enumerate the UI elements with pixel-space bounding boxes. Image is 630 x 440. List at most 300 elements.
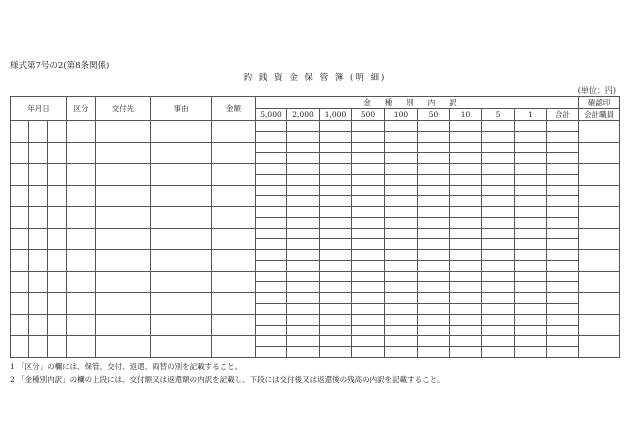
denomination-cell-lower[interactable] — [256, 217, 287, 228]
denomination-cell-upper[interactable] — [547, 164, 579, 175]
denomination-cell-lower[interactable] — [547, 196, 579, 207]
denomination-cell-upper[interactable] — [256, 228, 287, 239]
denomination-cell-upper[interactable] — [515, 185, 547, 196]
denomination-cell-lower[interactable] — [320, 196, 352, 207]
denomination-cell-upper[interactable] — [450, 207, 482, 218]
denomination-cell-upper[interactable] — [287, 271, 320, 282]
denomination-cell-upper[interactable] — [515, 207, 547, 218]
denomination-cell-lower[interactable] — [320, 347, 352, 358]
denomination-cell-lower[interactable] — [450, 196, 482, 207]
confirm-cell[interactable] — [579, 121, 620, 143]
denomination-cell-upper[interactable] — [320, 142, 352, 153]
confirm-cell[interactable] — [579, 314, 620, 336]
denomination-cell-upper[interactable] — [287, 228, 320, 239]
denomination-cell-lower[interactable] — [418, 153, 450, 164]
denomination-cell-lower[interactable] — [287, 304, 320, 315]
ledger-cell[interactable] — [48, 228, 67, 250]
ledger-cell[interactable] — [48, 142, 67, 164]
ledger-cell[interactable] — [212, 207, 256, 229]
denomination-cell-lower[interactable] — [547, 153, 579, 164]
denomination-cell-lower[interactable] — [352, 325, 385, 336]
denomination-cell-lower[interactable] — [256, 304, 287, 315]
denomination-cell-lower[interactable] — [385, 153, 418, 164]
confirm-cell[interactable] — [579, 142, 620, 164]
denomination-cell-upper[interactable] — [352, 185, 385, 196]
denomination-cell-lower[interactable] — [482, 304, 515, 315]
denomination-cell-lower[interactable] — [547, 282, 579, 293]
ledger-cell[interactable] — [29, 293, 48, 315]
denomination-cell-lower[interactable] — [450, 174, 482, 185]
ledger-cell[interactable] — [11, 271, 29, 293]
denomination-cell-lower[interactable] — [385, 239, 418, 250]
denomination-cell-lower[interactable] — [287, 347, 320, 358]
denomination-cell-upper[interactable] — [385, 228, 418, 239]
denomination-cell-lower[interactable] — [320, 325, 352, 336]
denomination-cell-lower[interactable] — [515, 153, 547, 164]
denomination-cell-lower[interactable] — [320, 304, 352, 315]
ledger-cell[interactable] — [48, 293, 67, 315]
denomination-cell-upper[interactable] — [547, 271, 579, 282]
denomination-cell-upper[interactable] — [418, 228, 450, 239]
ledger-cell[interactable] — [11, 336, 29, 358]
ledger-cell[interactable] — [67, 207, 96, 229]
denomination-cell-lower[interactable] — [482, 260, 515, 271]
denomination-cell-upper[interactable] — [287, 293, 320, 304]
denomination-cell-lower[interactable] — [320, 260, 352, 271]
ledger-cell[interactable] — [48, 336, 67, 358]
denomination-cell-lower[interactable] — [450, 282, 482, 293]
denomination-cell-upper[interactable] — [352, 271, 385, 282]
ledger-cell[interactable] — [96, 185, 151, 207]
denomination-cell-lower[interactable] — [256, 174, 287, 185]
ledger-cell[interactable] — [48, 271, 67, 293]
denomination-cell-upper[interactable] — [450, 336, 482, 347]
denomination-cell-upper[interactable] — [450, 314, 482, 325]
denomination-cell-lower[interactable] — [482, 196, 515, 207]
denomination-cell-upper[interactable] — [515, 336, 547, 347]
denomination-cell-upper[interactable] — [482, 142, 515, 153]
denomination-cell-lower[interactable] — [385, 260, 418, 271]
denomination-cell-upper[interactable] — [287, 164, 320, 175]
ledger-cell[interactable] — [96, 250, 151, 272]
denomination-cell-upper[interactable] — [287, 250, 320, 261]
ledger-cell[interactable] — [29, 336, 48, 358]
confirm-cell[interactable] — [579, 271, 620, 293]
denomination-cell-lower[interactable] — [352, 174, 385, 185]
confirm-cell[interactable] — [579, 250, 620, 272]
denomination-cell-upper[interactable] — [418, 314, 450, 325]
denomination-cell-lower[interactable] — [352, 196, 385, 207]
denomination-cell-lower[interactable] — [450, 239, 482, 250]
denomination-cell-upper[interactable] — [287, 185, 320, 196]
denomination-cell-upper[interactable] — [352, 336, 385, 347]
denomination-cell-upper[interactable] — [256, 185, 287, 196]
ledger-cell[interactable] — [29, 164, 48, 186]
denomination-cell-lower[interactable] — [352, 304, 385, 315]
denomination-cell-lower[interactable] — [547, 239, 579, 250]
denomination-cell-upper[interactable] — [418, 207, 450, 218]
denomination-cell-upper[interactable] — [385, 336, 418, 347]
ledger-cell[interactable] — [11, 142, 29, 164]
denomination-cell-upper[interactable] — [547, 293, 579, 304]
denomination-cell-upper[interactable] — [385, 314, 418, 325]
confirm-cell[interactable] — [579, 228, 620, 250]
denomination-cell-lower[interactable] — [256, 282, 287, 293]
ledger-cell[interactable] — [67, 185, 96, 207]
denomination-cell-upper[interactable] — [482, 228, 515, 239]
denomination-cell-lower[interactable] — [352, 347, 385, 358]
denomination-cell-lower[interactable] — [352, 153, 385, 164]
denomination-cell-lower[interactable] — [547, 174, 579, 185]
denomination-cell-lower[interactable] — [385, 282, 418, 293]
denomination-cell-lower[interactable] — [287, 325, 320, 336]
ledger-cell[interactable] — [96, 271, 151, 293]
ledger-cell[interactable] — [151, 250, 212, 272]
ledger-cell[interactable] — [48, 121, 67, 143]
denomination-cell-lower[interactable] — [256, 325, 287, 336]
ledger-cell[interactable] — [67, 271, 96, 293]
denomination-cell-lower[interactable] — [418, 174, 450, 185]
denomination-cell-upper[interactable] — [352, 293, 385, 304]
denomination-cell-upper[interactable] — [256, 121, 287, 132]
ledger-cell[interactable] — [67, 336, 96, 358]
denomination-cell-lower[interactable] — [515, 325, 547, 336]
denomination-cell-lower[interactable] — [515, 196, 547, 207]
denomination-cell-lower[interactable] — [515, 347, 547, 358]
denomination-cell-lower[interactable] — [287, 196, 320, 207]
ledger-cell[interactable] — [48, 164, 67, 186]
ledger-cell[interactable] — [212, 164, 256, 186]
denomination-cell-lower[interactable] — [547, 217, 579, 228]
denomination-cell-lower[interactable] — [515, 131, 547, 142]
ledger-cell[interactable] — [96, 164, 151, 186]
denomination-cell-upper[interactable] — [385, 121, 418, 132]
denomination-cell-lower[interactable] — [320, 131, 352, 142]
denomination-cell-upper[interactable] — [287, 142, 320, 153]
denomination-cell-lower[interactable] — [287, 174, 320, 185]
denomination-cell-upper[interactable] — [515, 164, 547, 175]
confirm-cell[interactable] — [579, 185, 620, 207]
denomination-cell-lower[interactable] — [482, 131, 515, 142]
denomination-cell-upper[interactable] — [256, 336, 287, 347]
denomination-cell-upper[interactable] — [515, 228, 547, 239]
denomination-cell-upper[interactable] — [320, 228, 352, 239]
ledger-cell[interactable] — [11, 228, 29, 250]
denomination-cell-lower[interactable] — [450, 131, 482, 142]
denomination-cell-upper[interactable] — [547, 142, 579, 153]
denomination-cell-upper[interactable] — [287, 314, 320, 325]
denomination-cell-upper[interactable] — [547, 250, 579, 261]
ledger-cell[interactable] — [11, 164, 29, 186]
ledger-cell[interactable] — [67, 293, 96, 315]
denomination-cell-upper[interactable] — [450, 164, 482, 175]
denomination-cell-upper[interactable] — [287, 207, 320, 218]
denomination-cell-lower[interactable] — [256, 131, 287, 142]
denomination-cell-lower[interactable] — [515, 239, 547, 250]
denomination-cell-upper[interactable] — [287, 336, 320, 347]
ledger-cell[interactable] — [96, 228, 151, 250]
denomination-cell-lower[interactable] — [482, 347, 515, 358]
ledger-cell[interactable] — [11, 293, 29, 315]
denomination-cell-upper[interactable] — [320, 164, 352, 175]
ledger-cell[interactable] — [67, 121, 96, 143]
denomination-cell-lower[interactable] — [320, 174, 352, 185]
ledger-cell[interactable] — [48, 207, 67, 229]
ledger-cell[interactable] — [11, 185, 29, 207]
denomination-cell-upper[interactable] — [320, 293, 352, 304]
denomination-cell-upper[interactable] — [515, 142, 547, 153]
ledger-cell[interactable] — [96, 121, 151, 143]
denomination-cell-lower[interactable] — [385, 304, 418, 315]
denomination-cell-upper[interactable] — [515, 293, 547, 304]
denomination-cell-upper[interactable] — [320, 185, 352, 196]
ledger-cell[interactable] — [29, 121, 48, 143]
denomination-cell-lower[interactable] — [352, 239, 385, 250]
denomination-cell-lower[interactable] — [515, 217, 547, 228]
denomination-cell-lower[interactable] — [287, 260, 320, 271]
denomination-cell-lower[interactable] — [450, 217, 482, 228]
denomination-cell-lower[interactable] — [256, 196, 287, 207]
ledger-cell[interactable] — [151, 228, 212, 250]
denomination-cell-lower[interactable] — [418, 217, 450, 228]
denomination-cell-lower[interactable] — [418, 239, 450, 250]
denomination-cell-upper[interactable] — [352, 207, 385, 218]
ledger-cell[interactable] — [212, 336, 256, 358]
ledger-cell[interactable] — [151, 293, 212, 315]
ledger-cell[interactable] — [29, 250, 48, 272]
denomination-cell-lower[interactable] — [547, 304, 579, 315]
denomination-cell-upper[interactable] — [256, 293, 287, 304]
ledger-cell[interactable] — [212, 185, 256, 207]
denomination-cell-upper[interactable] — [418, 336, 450, 347]
denomination-cell-lower[interactable] — [320, 153, 352, 164]
denomination-cell-upper[interactable] — [450, 121, 482, 132]
denomination-cell-lower[interactable] — [450, 347, 482, 358]
ledger-cell[interactable] — [48, 314, 67, 336]
ledger-cell[interactable] — [48, 185, 67, 207]
ledger-cell[interactable] — [96, 314, 151, 336]
denomination-cell-upper[interactable] — [256, 207, 287, 218]
denomination-cell-upper[interactable] — [256, 142, 287, 153]
denomination-cell-lower[interactable] — [515, 260, 547, 271]
ledger-cell[interactable] — [96, 207, 151, 229]
denomination-cell-upper[interactable] — [320, 271, 352, 282]
denomination-cell-upper[interactable] — [385, 164, 418, 175]
denomination-cell-lower[interactable] — [320, 239, 352, 250]
denomination-cell-upper[interactable] — [320, 250, 352, 261]
denomination-cell-lower[interactable] — [352, 131, 385, 142]
denomination-cell-upper[interactable] — [418, 293, 450, 304]
denomination-cell-lower[interactable] — [418, 347, 450, 358]
denomination-cell-lower[interactable] — [287, 217, 320, 228]
denomination-cell-upper[interactable] — [418, 142, 450, 153]
ledger-cell[interactable] — [151, 271, 212, 293]
denomination-cell-lower[interactable] — [256, 347, 287, 358]
ledger-cell[interactable] — [212, 250, 256, 272]
denomination-cell-upper[interactable] — [450, 293, 482, 304]
denomination-cell-upper[interactable] — [515, 314, 547, 325]
ledger-cell[interactable] — [67, 314, 96, 336]
denomination-cell-upper[interactable] — [352, 250, 385, 261]
denomination-cell-lower[interactable] — [385, 174, 418, 185]
denomination-cell-upper[interactable] — [515, 250, 547, 261]
denomination-cell-lower[interactable] — [482, 217, 515, 228]
denomination-cell-lower[interactable] — [287, 239, 320, 250]
denomination-cell-upper[interactable] — [385, 250, 418, 261]
ledger-cell[interactable] — [96, 336, 151, 358]
denomination-cell-lower[interactable] — [287, 131, 320, 142]
denomination-cell-upper[interactable] — [450, 271, 482, 282]
denomination-cell-lower[interactable] — [418, 260, 450, 271]
denomination-cell-lower[interactable] — [482, 153, 515, 164]
denomination-cell-lower[interactable] — [418, 304, 450, 315]
denomination-cell-lower[interactable] — [450, 153, 482, 164]
ledger-cell[interactable] — [48, 250, 67, 272]
confirm-cell[interactable] — [579, 293, 620, 315]
denomination-cell-upper[interactable] — [482, 336, 515, 347]
ledger-cell[interactable] — [29, 271, 48, 293]
denomination-cell-lower[interactable] — [418, 131, 450, 142]
denomination-cell-lower[interactable] — [352, 260, 385, 271]
ledger-cell[interactable] — [67, 228, 96, 250]
denomination-cell-upper[interactable] — [352, 142, 385, 153]
denomination-cell-upper[interactable] — [482, 293, 515, 304]
denomination-cell-upper[interactable] — [450, 185, 482, 196]
denomination-cell-upper[interactable] — [385, 142, 418, 153]
ledger-cell[interactable] — [11, 207, 29, 229]
denomination-cell-upper[interactable] — [352, 314, 385, 325]
ledger-cell[interactable] — [29, 185, 48, 207]
denomination-cell-upper[interactable] — [482, 185, 515, 196]
denomination-cell-upper[interactable] — [256, 314, 287, 325]
denomination-cell-lower[interactable] — [515, 304, 547, 315]
denomination-cell-upper[interactable] — [256, 164, 287, 175]
denomination-cell-lower[interactable] — [418, 196, 450, 207]
ledger-cell[interactable] — [212, 271, 256, 293]
ledger-cell[interactable] — [29, 314, 48, 336]
denomination-cell-lower[interactable] — [515, 282, 547, 293]
denomination-cell-upper[interactable] — [418, 271, 450, 282]
ledger-cell[interactable] — [151, 207, 212, 229]
ledger-cell[interactable] — [151, 185, 212, 207]
denomination-cell-lower[interactable] — [256, 153, 287, 164]
ledger-cell[interactable] — [11, 121, 29, 143]
ledger-cell[interactable] — [151, 142, 212, 164]
denomination-cell-upper[interactable] — [418, 185, 450, 196]
denomination-cell-upper[interactable] — [482, 271, 515, 282]
denomination-cell-upper[interactable] — [515, 121, 547, 132]
ledger-cell[interactable] — [212, 121, 256, 143]
denomination-cell-upper[interactable] — [547, 314, 579, 325]
denomination-cell-upper[interactable] — [320, 207, 352, 218]
ledger-cell[interactable] — [67, 250, 96, 272]
denomination-cell-upper[interactable] — [256, 271, 287, 282]
denomination-cell-upper[interactable] — [287, 121, 320, 132]
denomination-cell-lower[interactable] — [547, 260, 579, 271]
denomination-cell-lower[interactable] — [418, 325, 450, 336]
confirm-cell[interactable] — [579, 207, 620, 229]
denomination-cell-upper[interactable] — [385, 207, 418, 218]
ledger-cell[interactable] — [29, 228, 48, 250]
ledger-cell[interactable] — [96, 142, 151, 164]
denomination-cell-lower[interactable] — [482, 174, 515, 185]
denomination-cell-upper[interactable] — [320, 121, 352, 132]
denomination-cell-lower[interactable] — [385, 217, 418, 228]
denomination-cell-lower[interactable] — [385, 347, 418, 358]
denomination-cell-lower[interactable] — [450, 325, 482, 336]
denomination-cell-lower[interactable] — [320, 282, 352, 293]
denomination-cell-lower[interactable] — [385, 196, 418, 207]
denomination-cell-upper[interactable] — [450, 228, 482, 239]
denomination-cell-lower[interactable] — [515, 174, 547, 185]
ledger-cell[interactable] — [151, 164, 212, 186]
ledger-cell[interactable] — [11, 250, 29, 272]
ledger-cell[interactable] — [29, 207, 48, 229]
denomination-cell-lower[interactable] — [482, 325, 515, 336]
denomination-cell-lower[interactable] — [256, 239, 287, 250]
denomination-cell-lower[interactable] — [256, 260, 287, 271]
denomination-cell-lower[interactable] — [418, 282, 450, 293]
denomination-cell-upper[interactable] — [547, 121, 579, 132]
denomination-cell-upper[interactable] — [385, 185, 418, 196]
denomination-cell-upper[interactable] — [352, 228, 385, 239]
denomination-cell-upper[interactable] — [418, 164, 450, 175]
denomination-cell-lower[interactable] — [352, 217, 385, 228]
ledger-cell[interactable] — [212, 314, 256, 336]
denomination-cell-upper[interactable] — [515, 271, 547, 282]
denomination-cell-upper[interactable] — [418, 121, 450, 132]
denomination-cell-upper[interactable] — [320, 314, 352, 325]
denomination-cell-lower[interactable] — [320, 217, 352, 228]
denomination-cell-upper[interactable] — [385, 293, 418, 304]
denomination-cell-upper[interactable] — [385, 271, 418, 282]
denomination-cell-lower[interactable] — [287, 153, 320, 164]
ledger-cell[interactable] — [212, 228, 256, 250]
denomination-cell-upper[interactable] — [547, 336, 579, 347]
ledger-cell[interactable] — [67, 142, 96, 164]
denomination-cell-lower[interactable] — [482, 282, 515, 293]
ledger-cell[interactable] — [11, 314, 29, 336]
denomination-cell-lower[interactable] — [450, 260, 482, 271]
denomination-cell-upper[interactable] — [256, 250, 287, 261]
denomination-cell-upper[interactable] — [418, 250, 450, 261]
ledger-cell[interactable] — [212, 293, 256, 315]
ledger-cell[interactable] — [67, 164, 96, 186]
denomination-cell-lower[interactable] — [482, 239, 515, 250]
denomination-cell-upper[interactable] — [547, 185, 579, 196]
denomination-cell-upper[interactable] — [482, 314, 515, 325]
ledger-cell[interactable] — [151, 336, 212, 358]
denomination-cell-upper[interactable] — [482, 250, 515, 261]
confirm-cell[interactable] — [579, 336, 620, 358]
denomination-cell-upper[interactable] — [352, 121, 385, 132]
confirm-cell[interactable] — [579, 164, 620, 186]
denomination-cell-upper[interactable] — [482, 121, 515, 132]
denomination-cell-lower[interactable] — [450, 304, 482, 315]
ledger-cell[interactable] — [151, 121, 212, 143]
denomination-cell-lower[interactable] — [352, 282, 385, 293]
denomination-cell-lower[interactable] — [287, 282, 320, 293]
denomination-cell-upper[interactable] — [450, 250, 482, 261]
ledger-cell[interactable] — [151, 314, 212, 336]
denomination-cell-upper[interactable] — [450, 142, 482, 153]
denomination-cell-upper[interactable] — [547, 228, 579, 239]
denomination-cell-lower[interactable] — [547, 131, 579, 142]
ledger-cell[interactable] — [96, 293, 151, 315]
denomination-cell-upper[interactable] — [352, 164, 385, 175]
denomination-cell-lower[interactable] — [385, 325, 418, 336]
denomination-cell-lower[interactable] — [547, 325, 579, 336]
